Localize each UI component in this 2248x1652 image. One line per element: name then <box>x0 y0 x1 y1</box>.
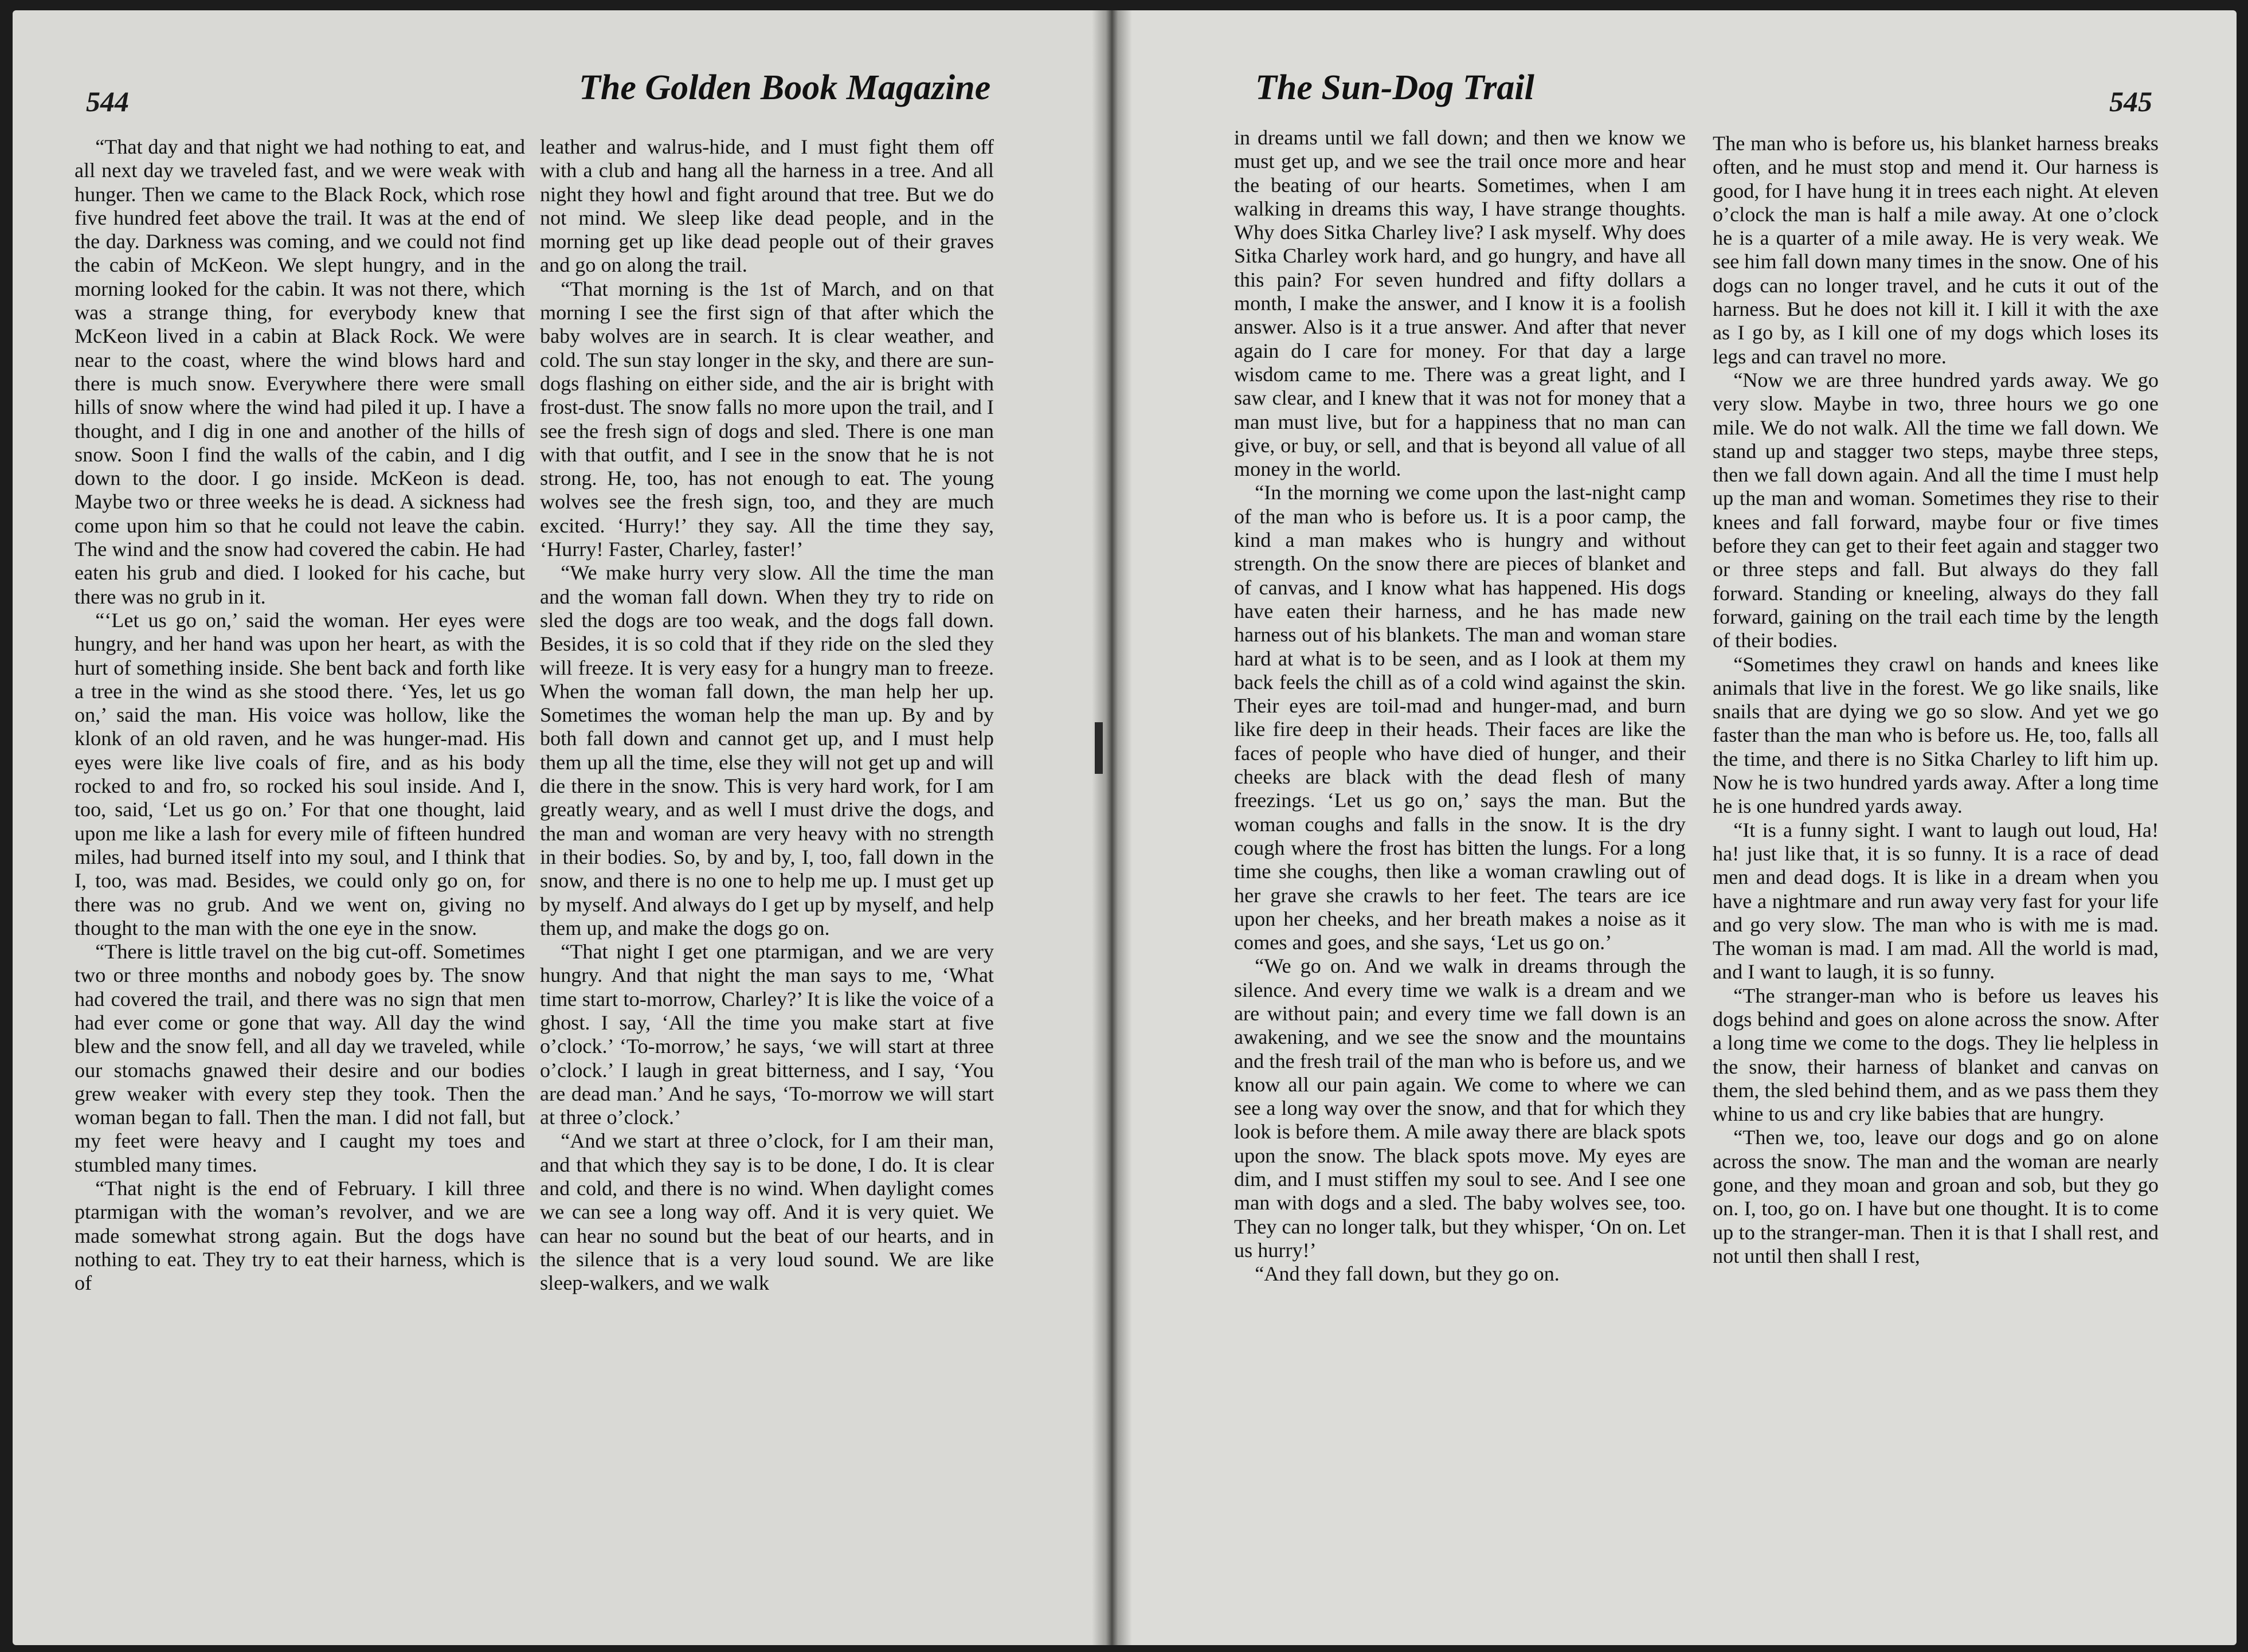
right-page-column-1 <box>1234 126 1686 1286</box>
left-page-column-2 <box>540 135 994 1295</box>
paragraph: “The stranger-man who is before us leaves his dogs behind and goes on alone across the snow. After a long time we come to the dogs. They lie helpless in the snow, their harness of blanket and canvas on them, the sled behind them, and as we pass them they whine to us and cry like babies that are hungry. <box>1713 984 2159 1126</box>
paragraph: “Then we, too, leave our dogs and go on alone across the snow. The man and the woman are nearly gone, and they moan and groan and sob, but they go on. I, too, go on. I have but one thought. It is to come up to the stranger-man. Then it is that I shall rest, and not until then shall I rest, <box>1713 1126 2159 1267</box>
paragraph: “‘Let us go on,’ said the woman. Her eyes were hungry, and her hand was upon her heart, as with the hurt of something inside. She bent back and forth like a tree in the wind as she stood there. ‘Yes, let us go on,’ said the man. His voice was hollow, like the klonk of an old raven, and he was hunger-mad. His eyes were like live coals of fire, and as his body rocked to and fro, so rocked his soul inside. And I, too, said, ‘Let us go on.’ For that one thought, laid upon me like a lash for every mile of fifteen hundred miles, had burned itself into my soul, and I think that I, too, was mad. Besides, we could only go on, for there was no grub. And we went on, giving no thought to the man with the one eye in the snow. <box>75 608 525 939</box>
left-page-number: 544 <box>86 85 129 118</box>
right-running-head: The Sun-Dog Trail <box>1255 68 1534 107</box>
paragraph: “That night is the end of February. I kill three ptarmigan with the woman’s revolver, and we are made somewhat strong again. But the dogs have nothing to eat. They try to eat their harness, which is of <box>75 1177 525 1295</box>
paragraph: “We go on. And we walk in dreams through the silence. And every time we walk is a dream and we are without pain; and every time we fall down is an awakening, and we see the snow and the mountains and the fresh trail of the man who is before us, and we know all our pain again. We come to where we can see a long way over the snow, and that for which they look is before them. A mile away there are black spots upon the snow. The black spots move. My eyes are dim, and I must stiffen my soul to see. And I see one man with dogs and a sled. The baby wolves see, too. They can no longer talk, but they whisper, ‘On on. Let us hurry!’ <box>1234 954 1686 1262</box>
paragraph: “That morning is the 1st of March, and on that morning I see the first sign of that after which the baby wolves are in search. It is clear weather, and cold. The sun stay longer in the sky, and there are sun-dogs flashing on either side, and the air is bright with frost-dust. The snow falls no more upon the trail, and I see the fresh sign of dogs and sled. There is one man with that outfit, and I see in the snow that he is not strong. He, too, has not enough to eat. The young wolves see the fresh sign, too, and they are much excited. ‘Hurry!’ they say. All the time they say, ‘Hurry! Faster, Charley, faster!’ <box>540 277 994 561</box>
paragraph: “Sometimes they crawl on hands and knees like animals that live in the forest. We go like snails, like snails that are dying we go so slow. And yet we go faster than the man who is before us. He, too, falls all the time, and there is no Sitka Charley to lift him up. Now he is two hundred yards away. After a long time he is one hundred yards away. <box>1713 652 2159 818</box>
left-page-column-1 <box>75 135 525 1295</box>
paragraph: “We make hurry very slow. All the time the man and the woman fall down. When they try to ride on sled the dogs are too weak, and the dogs fall down. Besides, it is so cold that if they ride on the sled they will freeze. It is very easy for a hungry man to freeze. When the woman fall down, the man help her up. Sometimes the woman help the man up. By and by both fall down and cannot get up, and I must help them up all the time, else they will not get up and will die there in the snow. This is very hard work, for I am greatly weary, and as well I must drive the dogs, and the man and woman are very heavy with no strength in their bodies. So, by and by, I, too, fall down in the snow, and there is no one to help me up. I must get up by myself. And always do I get up by myself, and help them up, and make the dogs go on. <box>540 561 994 939</box>
right-page-number: 545 <box>2109 85 2152 118</box>
paragraph: “In the morning we come upon the last-night camp of the man who is before us. It is a poor camp, the kind a man makes who is hungry and without strength. On the snow there are pieces of blanket and of canvas, and I know what has happened. His dogs have eaten their harness, and he has made new harness out of his blankets. The man and woman stare hard at what is to be seen, and as I look at them my back feels the chill as of a cold wind against the skin. Their eyes are toil-mad and hunger-mad, and burn like fire deep in their heads. Their faces are like the faces of people who have died of hunger, and their cheeks are black with the dead flesh of many freezings. ‘Let us go on,’ says the man. But the woman coughs and falls in the snow. It is the dry cough where the frost has bitten the lungs. For a long time she coughs, then like a woman crawling out of her grave she crawls to her feet. The tears are ice upon her cheeks, and her breath makes a noise as it comes and goes, and she says, ‘Let us go on.’ <box>1234 481 1686 954</box>
right-page-column-2 <box>1713 132 2159 1268</box>
left-running-head: The Golden Book Magazine <box>579 68 991 107</box>
paragraph: “That day and that night we had nothing to eat, and all next day we traveled fast, and we were weak with hunger. Then we came to the Black Rock, which rose five hundred feet above the trail. It was at the end of the day. Darkness was coming, and we could not find the cabin of McKeon. We slept hungry, and in the morning looked for the cabin. It was not there, which was a strange thing, for everybody knew that McKeon lived in a cabin at Black Rock. We were near to the coast, where the wind blows hard and there is much snow. Everywhere there were small hills of snow where the wind had piled it up. I have a thought, and I dig in one and another of the hills of snow. Soon I find the walls of the cabin, and I dig down to the door. I go inside. McKeon is dead. Maybe two or three weeks he is dead. A sickness had come upon him so that he could not leave the cabin. The wind and the snow had covered the cabin. He had eaten his grub and died. I looked for his cache, but there was no grub in it. <box>75 135 525 608</box>
book-gutter <box>1092 10 1132 1645</box>
paragraph: in dreams until we fall down; and then we know we must get up, and we see the trail once more and hear the beating of our hearts. Sometimes, when I am walking in dreams this way, I have strange thoughts. Why does Sitka Charley live? I ask myself. Why does Sitka Charley work hard, and go hungry, and have all this pain? For seven hundred and fifty dollars a month, I make the answer, and I know it is a foolish answer. Also is it a true answer. And after that never again do I care for money. For that day a large wisdom came to me. There was a great light, and I saw clear, and I knew that it was not for money that a man must live, but for a happiness that no man can give, or buy, or sell, and that is beyond all value of all money in the world. <box>1234 126 1686 481</box>
paragraph: “And they fall down, but they go on. <box>1255 1262 1560 1286</box>
paragraph: “There is little travel on the big cut-off. Sometimes two or three months and nobody goes by. The snow had covered the trail, and there was no sign that men had ever come or gone that way. All day the wind blew and the snow fell, and all day we traveled, while our stomachs gnawed their desire and our bodies grew weaker with every step they took. Then the woman began to fall. Then the man. I did not fall, but my feet were heavy and I caught my toes and stumbled many times. <box>75 940 525 1176</box>
paragraph: leather and walrus-hide, and I must fight them off with a club and hang all the harness in a tree. And all night they howl and fight around that tree. But we do not mind. We sleep like dead people, and in the morning get up like dead people out of their graves and go on along the trail. <box>540 135 994 277</box>
paragraph: The man who is before us, his blanket harness breaks often, and he must stop and mend it. Our harness is good, for I have hung it in trees each night. At eleven o’clock the man is half a mile away. At one o’clock he is a quarter of a mile away. He is very weak. We see him fall down many times in the snow. One of his dogs can no longer travel, and he cuts it out of the harness. But he does not kill it. I kill it with the axe as I go by, as I kill one of my dogs which loses its legs and can travel no more. <box>1713 132 2159 368</box>
binding-mark <box>1095 722 1103 774</box>
paragraph: “That night I get one ptarmigan, and we are very hungry. And that night the man says to me, ‘What time start to-morrow, Charley?’ It is like the voice of a ghost. I say, ‘All the time you make start at five o’clock.’ ‘To-morrow,’ he says, ‘we will start at three o’clock.’ I laugh in great bitterness, and I say, ‘You are dead man.’ And he says, ‘To-morrow we will start at three o’clock.’ <box>540 940 994 1129</box>
paragraph: “And we start at three o’clock, for I am their man, and that which they say is to be done, I do. It is clear and cold, and there is no wind. When daylight comes we can see a long way off. And it is very quiet. We can hear no sound but the beat of our hearts, and in the silence that is a very loud sound. We are like sleep-walkers, and we walk <box>540 1129 994 1295</box>
paragraph: “It is a funny sight. I want to laugh out loud, Ha! ha! just like that, it is so funny. It is a race of dead men and dead dogs. It is like in a dream when you have a nightmare and run away very fast for your life and go very slow. The man who is with me is mad. The woman is mad. I am mad. All the world is mad, and I want to laugh, it is so funny. <box>1713 818 2159 984</box>
paragraph: “Now we are three hundred yards away. We go very slow. Maybe in two, three hours we go one mile. We do not walk. All the time we fall down. We stand up and stagger two steps, maybe three steps, then we fall down again. And all the time I must help up the man and woman. Sometimes they rise to their knees and fall forward, maybe four or five times before they can get to their feet again and stagger two or three steps and fall. But always do they fall forward. Standing or kneeling, always do they fall forward, gaining on the trail each time by the length of their bodies. <box>1713 368 2159 652</box>
